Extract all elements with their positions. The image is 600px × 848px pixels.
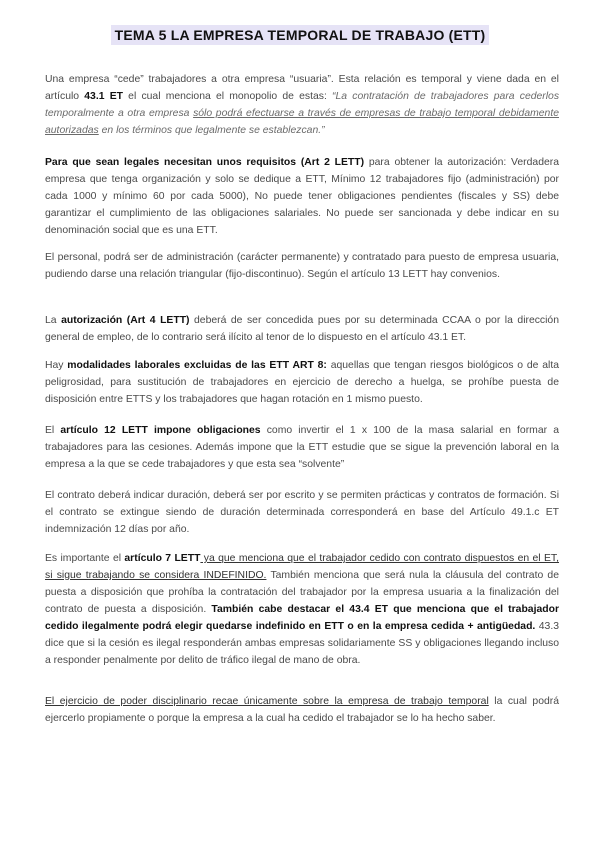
paragraph-disciplinario: El ejercicio de poder disciplinario recae únicamente sobre la empresa de trabajo temporal la cual podrá ejercerlo propiamente o porque la empresa a la cual ha cedido el trabajador se lo ha hecho saber. — [45, 696, 559, 724]
paragraph-modalidades: Hay modalidades laborales excluidas de las ETT ART 8: aquellas que tengan riesgos biológicos o de alta peligrosidad, para sustitución de trabajadores en ejercicio de derecho a huelga, se prohíbe puesta de disposición entre ETTS y los trabajadores que hagan rotación en 1 mismo puesto. — [45, 360, 559, 405]
paragraph-requisitos: Para que sean legales necesitan unos requisitos (Art 2 LETT) para obtener la autorización: Verdadera empresa que tenga organización y solo se dedique a ETT, Mínimo 12 trabajadores fijo (administración) por cada 1000 y mínimo 60 por cada 5000), No puede tener obligaciones pendientes (fiscales y SS) debe garantizar el cumplimiento de las obligaciones salariales. No puede ser sancionada y debe indicar en su denominación social que es una ETT. — [45, 157, 559, 236]
paragraph-autorizacion: La autorización (Art 4 LETT) deberá de ser concedida pues por su determinada CCAA o por la dirección general de empleo, de lo contrario será ilícito al tenor de lo dispuesto en el artículo 43.1 ET. — [45, 315, 559, 343]
paragraph-intro: Una empresa “cede” trabajadores a otra empresa “usuaria”. Esta relación es temporal y viene dada en el artículo 43.1 ET el cual menciona el monopolio de estas: “La contratación de trabajadores para cederlos temporalmente a otra empresa sólo podrá efectuarse a través de empresas de trabajo temporal debidamente autorizadas en los términos que legalmente se establezcan.” — [45, 74, 560, 136]
paragraph-personal: El personal, podrá ser de administración (carácter permanente) y contratado para puesto de empresa usuaria, pudiendo darse una relación triangular (fijo-discontinuo). Según el artículo 13 LETT hay convenios. — [45, 252, 559, 280]
title-text: TEMA 5 LA EMPRESA TEMPORAL DE TRABAJO (ETT) — [111, 25, 490, 45]
paragraph-contrato: El contrato deberá indicar duración, deberá ser por escrito y se permiten prácticas y contratos de formación. Si el contrato se extingue siendo de duración determinada corresponderá en base del Artículo 49.1.c ET indemnización 12 días por año. — [45, 490, 559, 535]
paragraph-articulo-7: Es importante el artículo 7 LETT ya que menciona que el trabajador cedido con contrato dispuestos en el ET, si sigue trabajando se considera INDEFINIDO. También menciona que será nula la cláusula del contrato de puesta a disposición que prohíba la contratación del trabajador por la empresa usuaria a la finalización del contrato de puesta a disposición. También cabe destacar el 43.4 ET que menciona que el trabajador cedido ilegalmente podrá elegir quedarse indefinido en ETT o en la empresa cedida + antigüedad. 43.3 dice que si la cesión es ilegal responderán ambas empresas solidariamente SS y obligaciones llegando incluso a responder penalmente por delito de tráfico ilegal de mano de obra. — [45, 553, 559, 666]
paragraph-obligaciones: El artículo 12 LETT impone obligaciones como invertir el 1 x 100 de la masa salarial en formar a trabajadores para las cesiones. Además impone que la ETT estudie que se sigue la prevención laboral en la empresa a la que se cede trabajadores y que esta sea “solvente” — [45, 425, 559, 470]
page-title — [0, 27, 600, 45]
